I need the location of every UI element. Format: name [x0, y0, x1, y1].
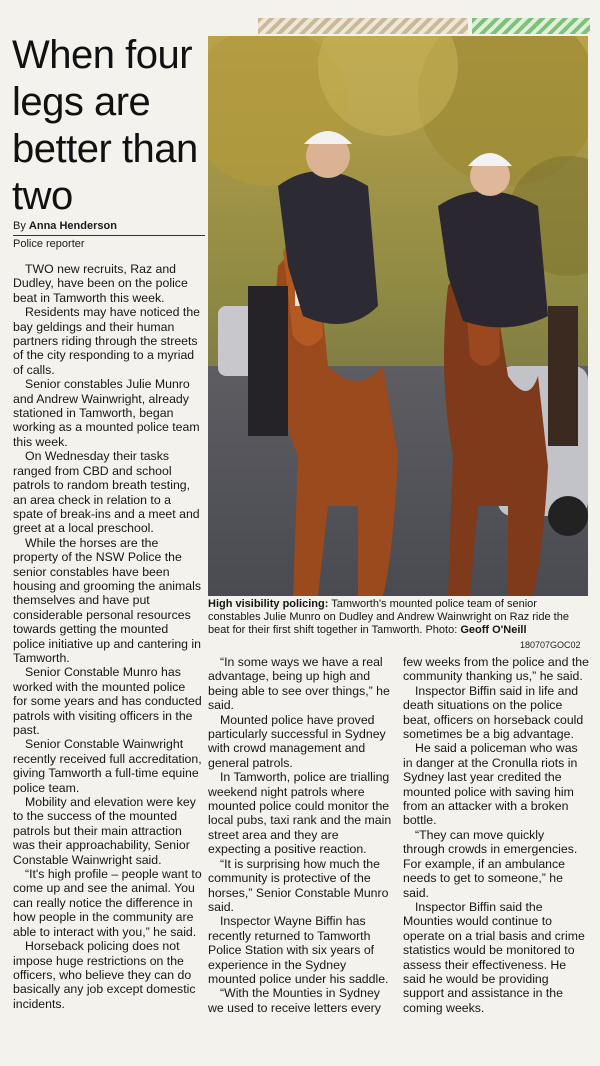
byline-rule: [13, 235, 205, 236]
caption-body: Tamworth's mounted police team of senior constables Julie Munro on Dudley and Andrew Wainwright on Raz ride the beat for their first shift together in Tamworth. Photo:: [208, 598, 569, 636]
paragraph: Senior constables Julie Munro and Andrew Wainwright, already stationed in Tamworth, began working as a mounted police team this week.: [13, 377, 200, 449]
paragraph: Inspector Biffin said the Mounties would continue to operate on a trial basis and crime statistics would be monitored to assess their effectiveness. He said he would be providing support and assistance in the coming weeks.: [403, 899, 585, 1015]
article-column-3: [403, 655, 589, 1015]
byline-role: Police reporter: [13, 238, 85, 250]
paragraph: Senior Constable Wainwright recently received full accreditation, giving Tamworth a full-time equine police team.: [13, 737, 202, 795]
paragraph: TWO new recruits, Raz and Dudley, have been on the police beat in Tamworth this week.: [13, 262, 188, 305]
paragraph: Mobility and elevation were key to the success of the mounted patrols but their main attraction was their approachability, Senior Constable Wainwright said.: [13, 795, 196, 867]
paragraph: Inspector Biffin said in life and death situations on the police beat, officers on horseback could sometimes be a big advantage.: [403, 683, 584, 742]
decorative-strip: [258, 18, 468, 34]
paragraph: In Tamworth, police are trialling weekend night patrols where mounted police could monitor the local pubs, taxi rank and the main street area and they are expecting a positive reaction.: [208, 770, 392, 857]
headline: When four legs are better than two: [12, 33, 198, 218]
paragraph: “It's high profile – people want to come up and see the animal. You can really notice the difference in how people in the community are able to interact with you,” he said.: [13, 867, 202, 939]
paragraph: Inspector Wayne Biffin has recently returned to Tamworth Police Station with six years of experience in the Sydney mounted police under his saddle.: [208, 914, 389, 986]
paragraph: “It is surprising how much the community is protective of the horses,” Senior Constable Munro said.: [208, 856, 389, 914]
caption-lead: High visibility policing:: [208, 598, 329, 610]
paragraph: “With the Mounties in Sydney we used to receive letters every: [208, 986, 381, 1015]
paragraph: Mounted police have proved particularly successful in Sydney with crowd management and general patrols.: [208, 712, 386, 770]
byline-prefix: By: [13, 220, 26, 232]
byline: [13, 220, 117, 232]
paragraph: Horseback policing does not impose huge restrictions on the officers, who believe they can do basically any job except domestic incidents.: [13, 939, 196, 1011]
paragraph: On Wednesday their tasks ranged from CBD and school patrols to random breath testing, an area check in relation to a spate of break-ins and a meet and greet at a local preschool.: [13, 449, 200, 536]
paragraph: While the horses are the property of the NSW Police the senior constables have been housing and grooming the animals themselves and have put considerable personal resources towards getting the mounted police initiative up and cantering in Tamworth.: [13, 535, 201, 665]
article-column-1: [13, 262, 203, 1011]
paragraph: Senior Constable Munro has worked with the mounted police for some years and has conducted patrols with visiting officers in the past.: [13, 665, 202, 737]
photo-code: 180707GOC02: [520, 640, 581, 650]
photo-caption: [208, 598, 590, 637]
paragraph: “In some ways we have a real advantage, being up high and being able to see over things,” he said.: [208, 655, 390, 713]
article-column-2: [208, 655, 394, 1015]
decorative-strip: [472, 18, 590, 34]
paragraph: He said a policeman who was in danger at the Cronulla riots in Sydney last year credited the mounted police with saving him from an attacker with a broken bottle.: [403, 741, 578, 828]
byline-author: Anna Henderson: [28, 220, 117, 232]
paragraph: few weeks from the police and the community thanking us,” he said.: [403, 655, 589, 684]
caption-credit: Geoff O'Neill: [460, 624, 527, 636]
mounted-police-photo: [208, 36, 588, 596]
paragraph: Residents may have noticed the bay geldings and their human partners riding through the streets of the city responding to a myriad of calls.: [13, 305, 200, 377]
paragraph: “They can move quickly through crowds in emergencies. For example, if an ambulance needs to get to someone,” he said.: [403, 827, 578, 900]
